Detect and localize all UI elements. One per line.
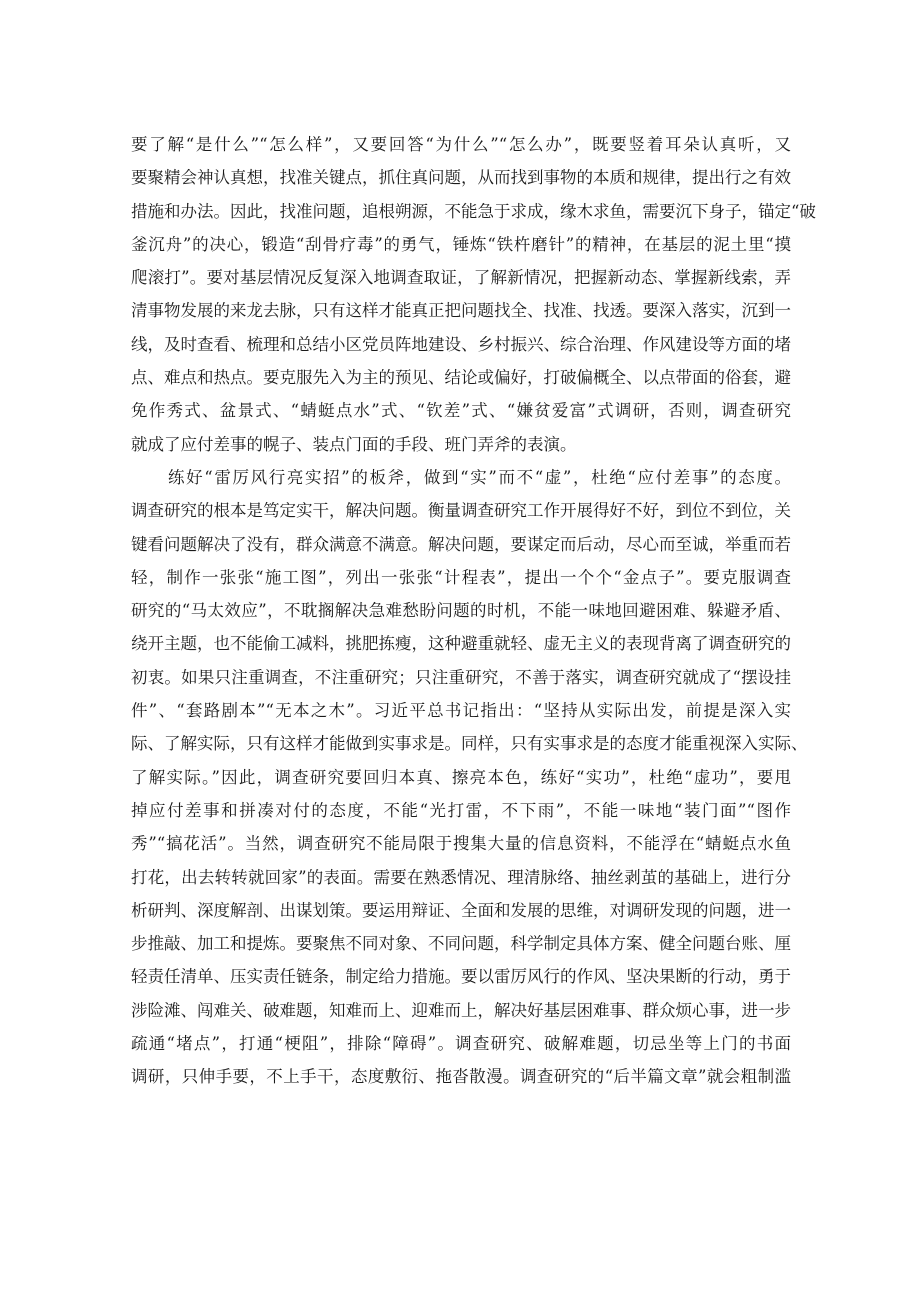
text-line: 秀”“搞花活”。当然，调查研究不能局限于搜集大量的信息资料，不能浮在“蜻蜓点水鱼 (131, 834, 791, 854)
text-line: 措施和办法。因此，找准问题，追根朔源，不能急于求成，缘木求鱼，需要沉下身子，锚定“破 (131, 201, 816, 221)
text-line: 调研，只伸手要，不上手干，态度敷衍、拖沓散漫。调查研究的“后半篇文章”就会粗制滥 (131, 1067, 791, 1087)
text-line: 键看问题解决了没有，群众满意不满意。解决问题，要谋定而后动，尽心而至诚，举重而若 (131, 534, 791, 554)
paragraph-start-line: 练好“雷厉风行亮实招”的板斧，做到“实”而不“虚”，杜绝“应付差事”的态度。 (168, 467, 791, 487)
text-line: 了解实际。”因此，调查研究要回归本真、擦亮本色，练好“实功”，杜绝“虚功”，要甩 (131, 767, 791, 787)
text-line: 掉应付差事和拼凑对付的态度，不能“光打雷，不下雨”，不能一味地“装门面”“图作 (131, 800, 791, 820)
text-line: 研究的“马太效应”，不耽搁解决急难愁盼问题的时机，不能一味地回避困难、躲避矛盾、 (131, 601, 791, 621)
text-line: 清事物发展的来龙去脉，只有这样才能真正把问题找全、找准、找透。要深入落实，沉到一 (131, 301, 791, 321)
text-line: 涉险滩、闯难关、破难题，知难而上、迎难而上，解决好基层困难事、群众烦心事，进一步 (131, 1000, 791, 1020)
text-line: 件”、“套路剧本”“无本之木”。习近平总书记指出：“坚持从实际出发，前提是深入实 (131, 701, 791, 721)
text-line: 爬滚打”。要对基层情况反复深入地调查取证，了解新情况，把握新动态、掌握新线索，弄 (131, 268, 791, 288)
text-line: 免作秀式、盆景式、“蜻蜓点水”式、“钦差”式、“嫌贫爱富”式调研，否则，调查研究 (131, 401, 791, 421)
paragraph-end-line: 就成了应付差事的幌子、装点门面的手段、班门弄斧的表演。 (131, 434, 577, 454)
text-line: 轻责任清单、压实责任链条，制定给力措施。要以雷厉风行的作风、坚决果断的行动，勇于 (131, 967, 791, 987)
text-line: 际、了解实际，只有这样才能做到实事求是。同样，只有实事求是的态度才能重视深入实际、 (131, 734, 808, 754)
text-line: 打花，出去转转就回家”的表面。需要在熟悉情况、理清脉络、抽丝剥茧的基础上，进行分 (131, 867, 791, 887)
text-line: 线，及时查看、梳理和总结小区党员阵地建设、乡村振兴、综合治理、作风建设等方面的堵 (131, 334, 791, 354)
text-line: 釜沉舟”的决心，锻造“刮骨疗毒”的勇气，锤炼“铁杵磨针”的精神，在基层的泥土里“摸 (131, 234, 791, 254)
text-line: 步推敲、加工和提炼。要聚焦不同对象、不同问题，科学制定具体方案、健全问题台账、厘 (131, 934, 791, 954)
text-line: 调查研究的根本是笃定实干，解决问题。衡量调查研究工作开展得好不好，到位不到位，关 (131, 501, 791, 521)
text-line: 要聚精会神认真想，找准关键点，抓住真问题，从而找到事物的本质和规律，提出行之有效 (131, 168, 791, 188)
text-line: 绕开主题，也不能偷工减料，挑肥拣瘦，这种避重就轻、虚无主义的表现背离了调查研究的 (131, 634, 791, 654)
text-line: 析研判、深度解剖、出谋划策。要运用辩证、全面和发展的思维，对调研发现的问题，进一 (131, 900, 791, 920)
text-line: 要了解“是什么”“怎么样”，又要回答“为什么”“怎么办”，既要竖着耳朵认真听，又 (131, 135, 791, 154)
text-line: 轻，制作一张张“施工图”，列出一张张“计程表”，提出一个个“金点子”。要克服调查 (131, 567, 791, 587)
text-line: 点、难点和热点。要克服先入为主的预见、结论或偏好，打破偏概全、以点带面的俗套，避 (131, 368, 791, 388)
text-line: 疏通“堵点”，打通“梗阻”，排除“障碍”。调查研究、破解难题，切忌坐等上门的书面 (131, 1034, 791, 1054)
document-body (131, 128, 816, 1094)
text-line: 初衷。如果只注重调查，不注重研究；只注重研究，不善于落实，调查研究就成了“摆设挂 (131, 667, 791, 687)
